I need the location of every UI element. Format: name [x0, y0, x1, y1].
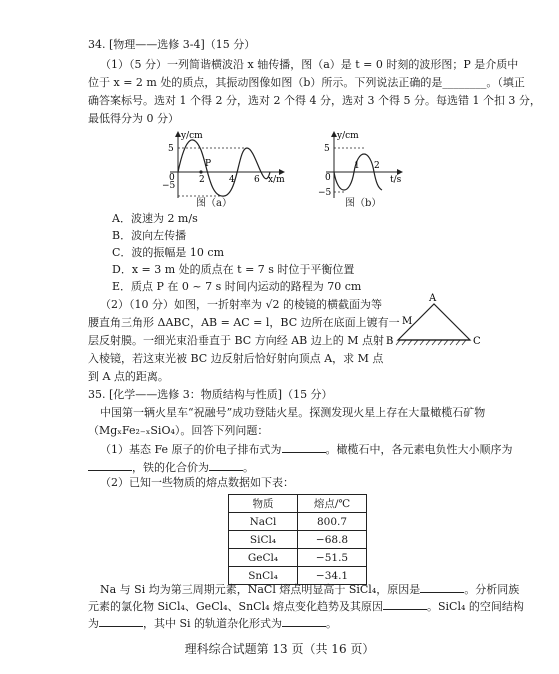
q34-part1-line2: 位于 x = 2 m 处的质点，其振动图像如图（b）所示。下列说法正确的是________。（填正 — [88, 76, 525, 89]
fig-a-tick-x-2: 2 — [199, 175, 205, 185]
q35-t1-text-b: 。分析同族 — [464, 583, 520, 596]
prism-vertex-c: C — [473, 336, 481, 347]
q35-t3-text-a: 为 — [88, 617, 99, 630]
option-a: A．波速为 2 m/s — [112, 212, 198, 225]
table-cell: NaCl — [229, 513, 298, 531]
table-cell: SiCl₄ — [229, 531, 298, 549]
q35-after-table-line1 — [100, 582, 519, 597]
table-row — [229, 549, 367, 567]
q35-t3-text-b: ，其中 Si 的轨道杂化形式为 — [143, 617, 283, 630]
fig-a-tick-x-6: 6 — [254, 175, 260, 185]
table-cell: −51.5 — [298, 549, 367, 567]
option-b: B．波向左传播 — [112, 229, 187, 242]
table-cell: −34.1 — [298, 567, 367, 585]
table-cell: GeCl₄ — [229, 549, 298, 567]
q35-t2-text-a: 元素的氯化物 SiCl₄、GeCl₄、SnCl₄ 熔点变化趋势及其原因 — [88, 600, 383, 613]
fig-a-y-label: y/cm — [181, 131, 203, 141]
table-cell: 800.7 — [298, 513, 367, 531]
fig-a-tick-origin: 0 — [169, 173, 175, 183]
q35-after-table-line3 — [88, 616, 337, 631]
q35-line2: （MgₓFe₂₋ₓSiO₄）。回答下列问题： — [88, 424, 269, 437]
melting-point-table — [228, 494, 367, 585]
prism-figure — [378, 292, 488, 352]
q35-sub1-line1 — [100, 442, 513, 457]
option-c: C．波的振幅是 10 cm — [112, 246, 224, 259]
table-cell: SnCl₄ — [229, 567, 298, 585]
q35-t1-text-a: Na 与 Si 均为第三周期元素，NaCl 熔点明显高于 SiCl₄，原因是 — [100, 583, 421, 596]
q35-sub1-text-c: ，铁的化合价为 — [132, 461, 209, 474]
answer-blank[interactable] — [282, 442, 326, 453]
fig-a-tick-x-4: 4 — [229, 175, 235, 185]
answer-blank[interactable] — [282, 616, 326, 627]
q34-part2-line3: 层反射膜。一细光束沿垂直于 BC 方向经 AB 边上的 M 点射 — [88, 334, 384, 347]
q35-t3-text-c: 。 — [326, 617, 338, 630]
option-e: E．质点 P 在 0 ~ 7 s 时间内运动的路程为 70 cm — [112, 280, 362, 293]
q34-part1-line3: 确答案标号。选对 1 个得 2 分，选对 2 个得 4 分，选对 3 个得 5 分。每选错 1 个扣 3 分， — [88, 94, 541, 107]
fig-a-x-label: x/m — [268, 175, 285, 185]
table-header-row — [229, 495, 367, 513]
fig-b-x-label: t/s — [390, 175, 402, 185]
q35-header: 35. [化学——选修 3：物质结构与性质]（15 分） — [88, 388, 333, 401]
table-cell: −68.8 — [298, 531, 367, 549]
answer-blank[interactable] — [209, 460, 243, 471]
fig-b-tick-x-1: 1 — [354, 161, 360, 171]
prism-point-m: M — [402, 316, 413, 327]
q35-line1: 中国第一辆火星车“祝融号”成功登陆火星。探测发现火星上存在大量橄榄石矿物 — [100, 406, 486, 419]
q35-sub1-text-d: 。 — [243, 461, 254, 474]
q35-sub2-line: （2）已知一些物质的熔点数据如下表： — [100, 476, 294, 489]
q34-part2-line5: 到 A 点的距离。 — [88, 370, 169, 383]
fig-a-tick-y-pos: 5 — [168, 144, 174, 154]
q34-part2-line1: （2）（10 分）如图，一折射率为 √2 的棱镜的横截面为等 — [100, 298, 382, 311]
table-row — [229, 513, 367, 531]
q35-sub1-text-a: （1）基态 Fe 原子的价电子排布式为 — [100, 443, 282, 456]
fig-b-tick-origin: 0 — [325, 173, 331, 183]
figure-a-caption: 图（a） — [196, 198, 232, 209]
answer-blank[interactable] — [99, 616, 143, 627]
q34-part2-line4: 入棱镜，若这束光被 BC 边反射后恰好射向顶点 A，求 M 点 — [88, 352, 384, 365]
prism-vertex-b: B — [386, 336, 394, 347]
fig-b-tick-y-pos: 5 — [324, 144, 330, 154]
answer-blank[interactable] — [420, 582, 464, 593]
prism-vertex-a: A — [429, 293, 437, 304]
answer-blank[interactable] — [383, 599, 427, 610]
q34-part1-line4: 最低得分为 0 分） — [88, 112, 179, 125]
q34-header: 34. [物理——选修 3-4]（15 分） — [88, 38, 256, 51]
table-header-cell: 物质 — [229, 495, 298, 513]
fig-a-point-label: P — [205, 159, 212, 169]
figure-b-caption: 图（b） — [345, 198, 382, 209]
answer-blank[interactable] — [88, 460, 132, 471]
option-d: D．x = 3 m 处的质点在 t = 7 s 时位于平衡位置 — [112, 263, 355, 276]
fig-b-tick-x-2: 2 — [374, 161, 380, 171]
q35-sub1-text-b: 。橄榄石中，各元素电负性大小顺序为 — [325, 443, 513, 456]
q35-after-table-line2 — [88, 599, 524, 614]
q34-part2-line2: 腰直角三角形 ΔABC，AB = AC = l，BC 边所在底面上镀有一 — [88, 316, 400, 329]
table-header-cell: 熔点/℃ — [298, 495, 367, 513]
table-row — [229, 531, 367, 549]
q35-t2-text-b: 。SiCl₄ 的空间结构 — [427, 600, 524, 613]
fig-b-y-label: y/cm — [337, 131, 359, 141]
fig-b-tick-y-neg: −5 — [318, 188, 332, 198]
fig-a-tick-y-neg: −5 — [162, 181, 176, 191]
q34-part1-line1: （1）（5 分）一列简谐横波沿 x 轴传播，图（a）是 t = 0 时刻的波形图；P 是介质中 — [100, 58, 519, 71]
q35-sub1-line2 — [88, 460, 254, 475]
page-footer: 理科综合试题第 13 页（共 16 页） — [184, 642, 375, 656]
